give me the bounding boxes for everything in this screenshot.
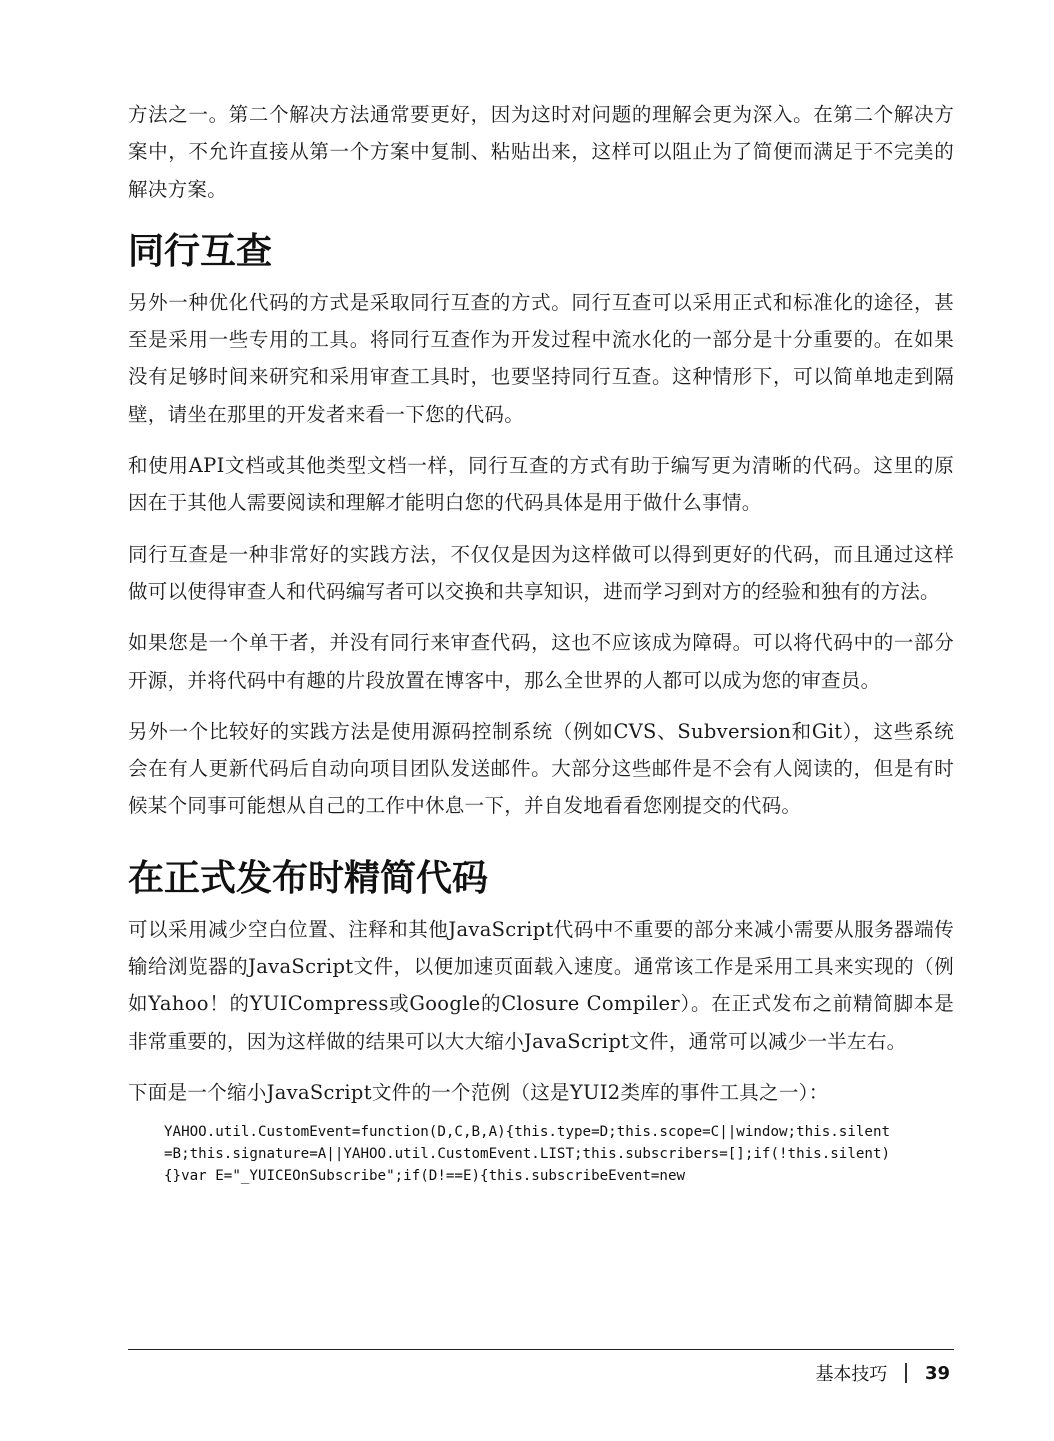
page-content xyxy=(128,96,954,1187)
paragraph: 另外一种优化代码的方式是采取同行互查的方式。同行互查可以采用正式和标准化的途径，甚至是采用一些专用的工具。将同行互查作为开发过程中流水化的一部分是十分重要的。在如果没有足够时间来研究和采用审查工具时，也要坚持同行互查。这种情形下，可以简单地走到隔壁，请坐在那里的开发者来看一下您的代码。 xyxy=(128,290,954,426)
footer-divider xyxy=(128,1349,954,1350)
paragraph: 如果您是一个单干者，并没有同行来审查代码，这也不应该成为障碍。可以将代码中的一部分开源，并将代码中有趣的片段放置在博客中，那么全世界的人都可以成为您的审查员。 xyxy=(128,631,954,692)
paragraph: 同行互查是一种非常好的实践方法，不仅仅是因为这样做可以得到更好的代码，而且通过这样做可以使得审查人和代码编写者可以交换和共享知识，进而学习到对方的经验和独有的方法。 xyxy=(128,542,954,603)
page-footer xyxy=(815,1360,950,1386)
paragraph: 另外一个比较好的实践方法是使用源码控制系统（例如CVS、Subversion和Git），这些系统会在有人更新代码后自动向项目团队发送邮件。大部分这些邮件是不会有人阅读的，但是有时候某个同事可能想从自己的工作中休息一下，并自发地看看您刚提交的代码。 xyxy=(128,719,954,818)
section-heading-peer-review: 同行互查 xyxy=(128,230,273,272)
code-line: YAHOO.util.CustomEvent=function(D,C,B,A){this.type=D;this.scope=C||window;this.silent xyxy=(164,1124,891,1141)
chapter-title: 基本技巧 xyxy=(815,1364,888,1385)
footer-separator xyxy=(905,1363,907,1383)
paragraph: 和使用API文档或其他类型文档一样，同行互查的方式有助于编写更为清晰的代码。这里的原因在于其他人需要阅读和理解才能明白您的代码具体是用于做什么事情。 xyxy=(128,454,954,515)
page-number: 39 xyxy=(924,1362,950,1384)
code-block xyxy=(164,1121,954,1187)
paragraph: 可以采用减少空白位置、注释和其他JavaScript代码中不重要的部分来减小需要从服务器端传输给浏览器的JavaScript文件，以便加速页面载入速度。通常该工作是采用工具来实现的（例如Yahoo！的YUICompress或Google的Closure Compiler）。在正式发布之前精简脚本是非常重要的，因为这样做的结果可以大大缩小JavaScript文件，通常可以减少一半左右。 xyxy=(128,917,954,1053)
paragraph: 下面是一个缩小JavaScript文件的一个范例（这是YUI2类库的事件工具之一）： xyxy=(128,1080,829,1104)
intro-paragraph: 方法之一。第二个解决方法通常要更好，因为这时对问题的理解会更为深入。在第二个解决方案中，不允许直接从第一个方案中复制、粘贴出来，这样可以阻止为了简便而满足于不完美的解决方案。 xyxy=(128,103,954,201)
section-heading-minify: 在正式发布时精简代码 xyxy=(128,857,489,899)
code-line: {}var E="_YUICEOnSubscribe";if(D!==E){this.subscribeEvent=new xyxy=(164,1168,686,1185)
code-line: =B;this.signature=A||YAHOO.util.CustomEvent.LIST;this.subscribers=[];if(!this.silent) xyxy=(164,1146,891,1163)
